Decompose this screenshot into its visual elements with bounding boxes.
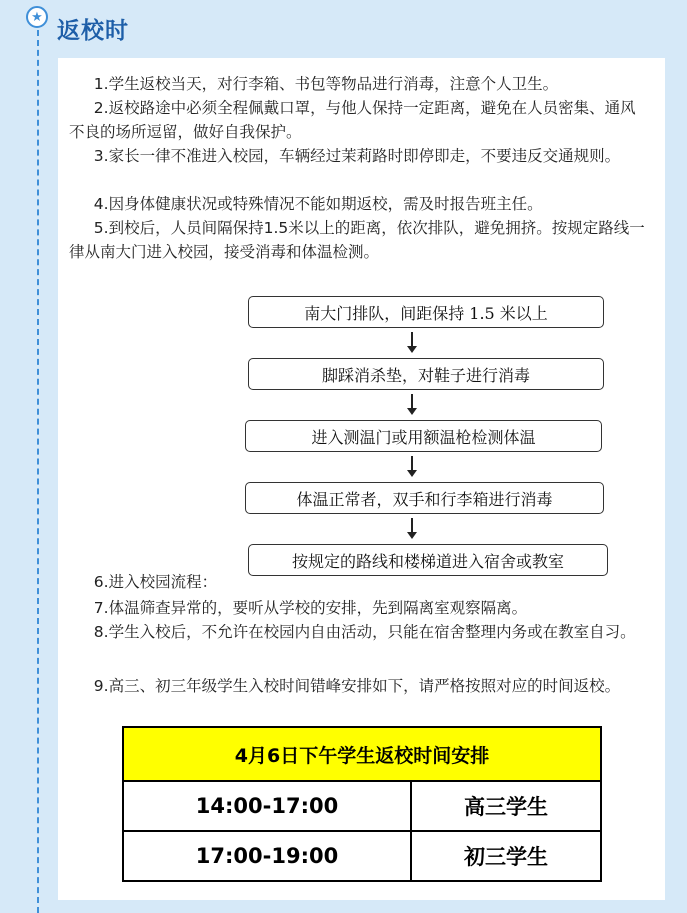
content-card <box>58 58 665 900</box>
flow-step-2: 脚踩消杀垫，对鞋子进行消毒 <box>248 358 604 390</box>
table-row <box>124 830 600 880</box>
paragraph-9: 9.高三、初三年级学生入校时间错峰安排如下，请严格按照对应的时间返校。 <box>93 677 621 695</box>
flow-step-4: 体温正常者，双手和行李箱进行消毒 <box>245 482 604 514</box>
paragraph-5: 5.到校后，人员间隔保持1.5米以上的距离，依次排队，避免拥挤。按规定路线一律从南大门进入校园，接受消毒和体温检测。 <box>69 219 645 261</box>
flow-step-3: 进入测温门或用额温枪检测体温 <box>245 420 602 452</box>
timeline-rail <box>37 30 39 913</box>
schedule-time: 14:00-17:00 <box>124 782 412 830</box>
paragraph-8: 8.学生入校后，不允许在校园内自由活动，只能在宿舍整理内务或在教室自习。 <box>93 623 636 641</box>
flow-step-1: 南大门排队，间距保持 1.5 米以上 <box>248 296 604 328</box>
star-icon: ★ <box>26 6 48 28</box>
table-row <box>124 782 600 830</box>
paragraph-2: 2.返校路途中必须全程佩戴口罩，与他人保持一定距离，避免在人员密集、通风不良的场所逗留，做好自我保护。 <box>69 99 636 141</box>
schedule-time: 17:00-19:00 <box>124 832 412 880</box>
paragraph-3: 3.家长一律不准进入校园，车辆经过茉莉路时即停即走，不要违反交通规则。 <box>93 147 621 165</box>
schedule-title: 4月6日下午学生返校时间安排 <box>124 728 600 782</box>
paragraph-4: 4.因身体健康状况或特殊情况不能如期返校，需及时报告班主任。 <box>93 195 543 213</box>
schedule-group: 初三学生 <box>464 845 548 869</box>
paragraph-1: 1.学生返校当天，对行李箱、书包等物品进行消毒，注意个人卫生。 <box>93 75 559 93</box>
flow-arrow-4 <box>411 518 413 536</box>
flow-arrow-1 <box>411 332 413 350</box>
flow-arrow-3 <box>411 456 413 474</box>
paragraph-6: 6.进入校园流程： <box>93 573 218 591</box>
flow-step-5: 按规定的路线和楼梯道进入宿舍或教室 <box>248 544 608 576</box>
paragraph-7: 7.体温筛查异常的，要听从学校的安排，先到隔离室观察隔离。 <box>93 599 528 617</box>
schedule-group: 高三学生 <box>464 795 548 819</box>
flow-arrow-2 <box>411 394 413 412</box>
schedule-table <box>122 726 602 882</box>
section-title: 返校时 <box>57 18 129 44</box>
